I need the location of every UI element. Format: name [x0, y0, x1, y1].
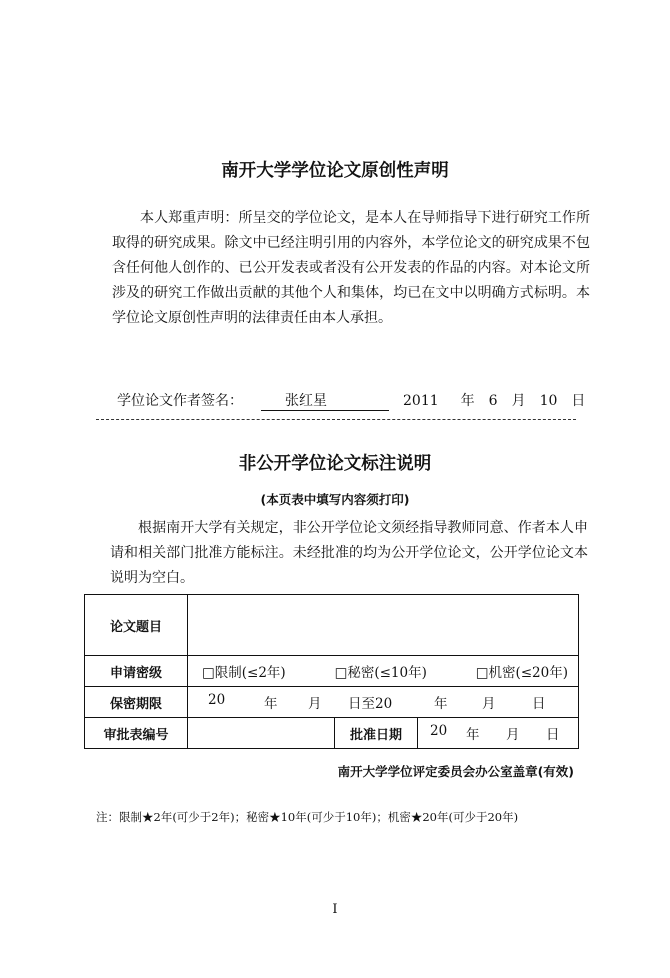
- approval-day-unit: 日: [546, 727, 560, 743]
- dashed-divider: [96, 419, 576, 420]
- sign-month-unit: 月: [511, 393, 526, 409]
- level-option-confidential[interactable]: □机密(≤20年): [475, 665, 568, 681]
- declaration-paragraph: 本人郑重声明：所呈交的学位论文，是本人在导师指导下进行研究工作所取得的研究成果。除文中已经注明引用的内容外，本学位论文的研究成果不包含任何他人创作的、已公开发表或者没有公开发表的作品的内容。对本论文所涉及的研究工作做出贡献的其他个人和集体，均已在文中以明确方式标明。本学位论文原创性声明的法律责任由本人承担。: [112, 210, 590, 326]
- thesis-title-label: 论文题目: [85, 595, 188, 656]
- secrecy-period-field[interactable]: [188, 687, 579, 718]
- table-row: [85, 718, 579, 749]
- table-row: [85, 687, 579, 718]
- signature-name: 张红星: [261, 390, 389, 411]
- level-option-restricted[interactable]: □限制(≤2年): [202, 665, 286, 681]
- table-row: [85, 595, 579, 656]
- sign-day-unit: 日: [571, 393, 586, 409]
- signature-label: 学位论文作者签名：: [117, 393, 243, 409]
- sign-month: 6: [488, 393, 498, 409]
- approval-number-label: 审批表编号: [85, 718, 188, 749]
- approval-date-field[interactable]: [418, 718, 579, 749]
- approval-number-field[interactable]: [188, 718, 335, 749]
- approval-date-label: 批准日期: [335, 718, 418, 749]
- period-month-unit: 月: [308, 696, 322, 712]
- footnote: 注：限制★2年(可少于2年)；秘密★10年(可少于10年)；机密★20年(可少于20年): [96, 810, 519, 824]
- nonpublic-body: [110, 516, 588, 591]
- period-day-to: 日至20: [348, 696, 393, 712]
- approval-year: 20: [430, 723, 448, 739]
- signature-row: [117, 390, 585, 411]
- secrecy-period-label: 保密期限: [85, 687, 188, 718]
- seal-note: 南开大学学位评定委员会办公室盖章(有效): [337, 764, 574, 779]
- page-number: I: [332, 902, 338, 917]
- declaration-title: 南开大学学位论文原创性声明: [221, 161, 449, 181]
- sign-year: 2011: [403, 393, 439, 409]
- period-end-month-unit: 月: [482, 696, 496, 712]
- period-end-year-unit: 年: [434, 696, 448, 712]
- approval-month-unit: 月: [506, 727, 520, 743]
- table-row: [85, 656, 579, 687]
- secrecy-level-label: 申请密级: [85, 656, 188, 687]
- nonpublic-title: 非公开学位论文标注说明: [238, 454, 432, 474]
- sign-day: 10: [539, 393, 558, 409]
- thesis-title-field[interactable]: [188, 595, 579, 656]
- secrecy-level-options: [188, 656, 579, 687]
- level-option-secret[interactable]: □秘密(≤10年): [334, 665, 427, 681]
- period-end-day-unit: 日: [532, 696, 546, 712]
- nonpublic-paragraph: 根据南开大学有关规定，非公开学位论文须经指导教师同意、作者本人申请和相关部门批准方能标注。未经批准的均为公开学位论文，公开学位论文本说明为空白。: [110, 520, 588, 586]
- declaration-body: [112, 206, 590, 331]
- nonpublic-info-table: [84, 594, 579, 749]
- sign-year-unit: 年: [460, 393, 475, 409]
- approval-year-unit: 年: [466, 727, 480, 743]
- nonpublic-subtitle: (本页表中填写内容须打印): [260, 492, 410, 507]
- period-year-unit: 年: [264, 696, 278, 712]
- period-start-year: 20: [208, 692, 226, 708]
